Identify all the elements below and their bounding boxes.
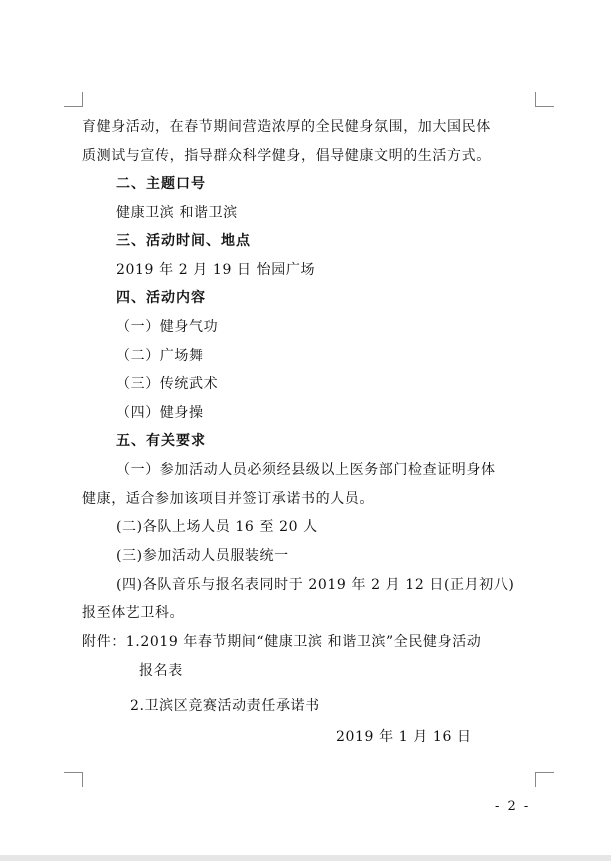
content-item-2: （二）广场舞 <box>116 348 204 364</box>
content-item-3: （三）传统武术 <box>116 376 219 392</box>
body-text-line-1: 育健身活动，在春节期间营造浓厚的全民健身氛围，加大国民体 <box>82 119 491 135</box>
document-date: 2019 年 1 月 16 日 <box>336 729 472 745</box>
attachment-1-line-2: 报名表 <box>139 663 183 679</box>
section-3-heading: 三、活动时间、地点 <box>116 233 251 249</box>
requirement-1-line-1: （一）参加活动人员必须经县级以上医务部门检查证明身体 <box>116 462 496 478</box>
attachment-2: 2.卫滨区竞赛活动责任承诺书 <box>130 698 320 714</box>
crop-mark-bottom-left <box>64 772 83 787</box>
time-place-text: 2019 年 2 月 19 日 怡园广场 <box>116 262 316 278</box>
crop-mark-top-left <box>64 92 83 107</box>
section-4-heading: 四、活动内容 <box>116 290 206 306</box>
requirement-4-line-1: (四)各队音乐与报名表同时于 2019 年 2 月 12 日(正月初八) <box>116 577 515 593</box>
section-5-heading: 五、有关要求 <box>116 433 206 449</box>
crop-mark-bottom-right <box>535 772 554 787</box>
slogan-text: 健康卫滨 和谐卫滨 <box>116 205 238 221</box>
requirement-4-line-2: 报至体艺卫科。 <box>82 605 185 621</box>
crop-mark-top-right <box>535 92 554 107</box>
attachment-1-line-1: 附件：1.2019 年春节期间“健康卫滨 和谐卫滨”全民健身活动 <box>82 634 482 650</box>
body-text-line-2: 质测试与宣传，指导群众科学健身，倡导健康文明的生活方式。 <box>82 148 491 164</box>
section-2-heading: 二、主题口号 <box>116 176 206 192</box>
page-number: - 2 - <box>495 799 531 814</box>
content-item-1: （一）健身气功 <box>116 319 219 335</box>
page-edge-shadow <box>0 855 611 861</box>
content-item-4: （四）健身操 <box>116 405 204 421</box>
requirement-1-line-2: 健康，适合参加该项目并签订承诺书的人员。 <box>82 491 374 507</box>
requirement-2: (二)各队上场人员 16 至 20 人 <box>116 519 318 535</box>
requirement-3: (三)参加活动人员服装统一 <box>116 548 289 564</box>
